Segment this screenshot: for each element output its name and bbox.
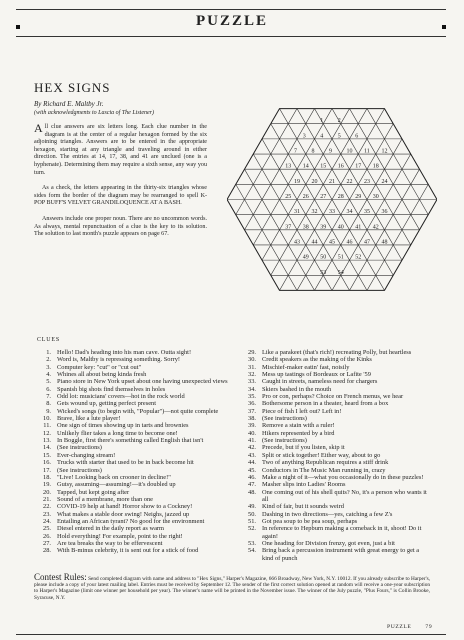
contest-rules-text: Send completed diagram with name and address to "Hex Signs," Harper's Magazine, 666 Broadway, New York, N.Y. 10012. If you already subscribe to Harper's, please include a copy of your latest mailing label. Entries must be received by September 12. The sender of the first correct solution opened at random will receive a one-year subscription to Harper's Magazine (limit one winner per household per year). The winner's name will be printed in the November issue. The winner of the July puzzle, "Plus Fours," is Collin Brooke, Syracuse, N.Y. — [34, 576, 430, 601]
clue-text: Brave, like a lute player! — [57, 415, 121, 423]
grid-number: 11 — [364, 148, 370, 155]
clue-number: 44. — [248, 459, 256, 467]
clue-text: Ever-changing stream! — [57, 451, 116, 459]
clue-item — [242, 547, 430, 562]
clue-text: Masher slips into Ladies' Rooms — [262, 481, 346, 489]
clue-item — [242, 489, 430, 504]
clue-item — [242, 393, 430, 400]
clue-number: 18. — [43, 473, 51, 481]
clue-item — [37, 378, 233, 385]
clue-text: Split or stick together! Either way, about to go — [262, 451, 381, 459]
clue-item — [37, 467, 233, 474]
clue-item — [37, 437, 233, 444]
clue-number: 34. — [248, 385, 256, 393]
clue-number: 21. — [43, 495, 51, 503]
clue-text: Two of anything Republican requires a stiff drink — [262, 459, 389, 467]
grid-number: 25 — [285, 194, 292, 200]
clue-item — [37, 503, 233, 510]
clue-item — [242, 400, 430, 407]
clue-number: 25. — [43, 525, 51, 533]
clue-item — [242, 474, 430, 481]
header-rule-lower — [16, 36, 446, 37]
grid-number: 16 — [337, 163, 344, 170]
clue-number: 7. — [46, 393, 51, 401]
grid-number: 40 — [337, 224, 344, 231]
grid-number: 52 — [355, 254, 362, 261]
grid-number: 33 — [329, 209, 335, 216]
instructions-paragraph-1: All clue answers are six letters long. Each clue number in the diagram is at the center of a regular hexagon formed by the six adjoining triangles. Answers are to be entered in the appropriate hexagon, starting at any triangle and traveling around in either direction. The entries at 14, 17, 38, and 41 are unclued (one is a hyphenate). Determining them may require a sixth sense, any way you turn. — [34, 121, 207, 176]
clue-text: (See instructions) — [262, 437, 307, 445]
clue-number: 10. — [43, 415, 51, 423]
clue-text: Bothersome person in a theater, heard from a box — [262, 400, 389, 408]
clue-item — [242, 371, 430, 378]
clue-text: Hello! Dad's heading into his man cave. Outta sight! — [57, 349, 192, 356]
page-number: 79 — [425, 624, 433, 630]
header-rule — [16, 9, 446, 10]
grid-number: 47 — [364, 239, 370, 246]
grid-number: 19 — [294, 178, 300, 185]
intro-section — [34, 62, 207, 239]
clue-text: Whines all about being kinda fresh — [57, 371, 147, 379]
clues-heading: CLUES — [37, 337, 61, 343]
clue-item — [37, 356, 233, 363]
clue-number: 26. — [43, 532, 51, 540]
clue-number: 19. — [43, 481, 51, 489]
clue-text: Spanish big shots find themselves in holes — [57, 385, 166, 393]
clue-number: 15. — [43, 451, 51, 459]
clue-item — [242, 525, 430, 540]
clue-number: 52. — [248, 525, 256, 533]
instructions-paragraph-2: As a check, the letters appearing in the thirty-six triangles whose sides form the border of the diagram may be rearranged to spell K-POP BUFF'S VELVET GRANDILOQUENCE AT A BASH. — [34, 185, 207, 207]
grid-number: 46 — [346, 239, 353, 246]
clue-text: Kind of fair, but it sounds weird — [262, 503, 344, 511]
clue-text: Make a night of it—what you occasionally do in these puzzles! — [262, 473, 424, 481]
clue-number: 47. — [248, 481, 256, 489]
clue-number: 8. — [46, 400, 51, 408]
clue-text: Diesel entered in the daily report as warm — [57, 525, 165, 533]
clue-text: In Boggle, first there's something called English that isn't — [57, 437, 204, 445]
clue-text: Precede, but if you listen, skip it — [262, 444, 345, 452]
clue-item — [242, 408, 430, 415]
clue-text: Are tea breaks the way to be effervescent — [57, 539, 163, 547]
clue-text: Mess up tastings of Bordeaux or Lafite '59 — [262, 371, 371, 379]
grid-number: 15 — [320, 163, 327, 170]
clue-text: One heading for Division frenzy, got even, just a bit — [262, 539, 395, 547]
clue-item — [242, 444, 430, 451]
footer-section: PUZZLE — [387, 624, 412, 630]
clue-number: 22. — [43, 503, 51, 511]
clue-text: Trucks with starter that used to be in back become hit — [57, 459, 194, 467]
clues-column-right — [242, 349, 430, 562]
clue-number: 13. — [43, 437, 51, 445]
grid-number: 26 — [302, 194, 309, 200]
clue-text: Sound of a membrane, more than one — [57, 495, 154, 503]
grid-number: 22 — [346, 178, 353, 185]
hex-grid-diagram — [227, 88, 437, 311]
clue-number: 3. — [46, 363, 51, 371]
clue-item — [242, 467, 430, 474]
page-title: PUZZLE — [195, 13, 268, 29]
clue-number: 53. — [248, 539, 256, 547]
clue-item — [242, 481, 430, 488]
clue-number: 38. — [248, 415, 256, 423]
grid-number: 13 — [285, 163, 292, 170]
clue-text: Caught in streets, nameless need for chargers — [262, 378, 378, 386]
clue-number: 29. — [248, 349, 256, 356]
clue-text: Computer key: "cut" or "cut out" — [57, 363, 142, 371]
clue-number: 43. — [248, 451, 256, 459]
grid-number: 7 — [294, 148, 297, 155]
grid-number: 9 — [329, 148, 332, 155]
clue-item — [242, 422, 430, 429]
clue-text: What makes a stable door swing! Neighs, jazzed up — [57, 510, 190, 518]
grid-number: 21 — [329, 178, 335, 185]
clue-text: Dashing in two directions—yes, catching a few Z's — [262, 510, 393, 518]
clue-number: 45. — [248, 466, 256, 474]
clue-item — [242, 459, 430, 466]
clue-text: Pro or con, perhaps? Choice on French menus, we hear — [262, 393, 404, 401]
clue-item — [242, 430, 430, 437]
clue-number: 9. — [46, 407, 51, 415]
clue-text: Remove a stain with a ruler! — [262, 422, 335, 430]
grid-number: 38 — [302, 224, 309, 231]
clue-number: 4. — [46, 371, 51, 379]
grid-number: 4 — [320, 133, 324, 140]
clue-item — [242, 511, 430, 518]
clue-item — [242, 386, 430, 393]
grid-number: 36 — [381, 209, 388, 216]
byline: By Richard E. Maltby Jr. — [34, 100, 104, 108]
clue-item — [37, 400, 233, 407]
clue-item — [242, 356, 430, 363]
clue-text: "Live! Looking back on crooner in decline!" — [57, 473, 171, 481]
clue-item — [242, 540, 430, 547]
clue-text: Conductors in The Music Man running in, crazy — [262, 466, 386, 474]
grid-number: 48 — [381, 239, 388, 246]
clue-number: 12. — [43, 429, 51, 437]
grid-number: 3 — [302, 133, 306, 140]
grid-number: 32 — [311, 209, 318, 216]
contest-rules-label: Contest Rules: — [34, 572, 87, 582]
puzzle-title: HEX SIGNS — [34, 80, 111, 95]
clue-number: 1. — [46, 349, 51, 356]
grid-number: 42 — [372, 224, 379, 231]
grid-number: 24 — [381, 178, 388, 185]
clue-item — [242, 364, 430, 371]
clue-text: One coming out of his shell quits? No, it's a person who wants it all — [262, 488, 427, 503]
clues-column-left — [37, 349, 233, 555]
clue-item — [242, 437, 430, 444]
clue-number: 48. — [248, 488, 256, 496]
grid-number: 6 — [355, 133, 359, 140]
clue-item — [242, 518, 430, 525]
clue-text: (See instructions) — [262, 415, 307, 423]
clue-number: 5. — [46, 378, 51, 386]
clue-text: (See instructions) — [57, 466, 102, 474]
clue-item — [37, 386, 233, 393]
grid-lines — [227, 88, 437, 311]
grid-number: 45 — [329, 239, 335, 246]
grid-number: 37 — [285, 224, 292, 231]
clue-text: Gutsy, assuming—assuming!—it's doubled up — [57, 481, 176, 489]
grid-number: 35 — [364, 209, 370, 216]
clue-item — [37, 444, 233, 451]
clue-number: 20. — [43, 488, 51, 496]
clue-number: 40. — [248, 429, 256, 437]
clue-number: 17. — [43, 466, 51, 474]
grid-number: 53 — [320, 269, 327, 276]
clue-number: 24. — [43, 517, 51, 525]
clue-text: Piano store in New York upset about one having unexpected views — [57, 378, 228, 386]
clue-number: 11. — [43, 422, 51, 430]
clue-number: 14. — [43, 444, 51, 452]
clue-item — [37, 511, 233, 518]
clue-item — [37, 408, 233, 415]
acknowledgment: (with acknowledgments to Lascia of The Listener) — [34, 110, 154, 116]
grid-number: 5 — [337, 133, 341, 140]
hex-grid-svg — [227, 88, 437, 311]
grid-number: 29 — [355, 194, 362, 200]
clue-item — [37, 459, 233, 466]
grid-number: 54 — [337, 269, 344, 276]
clue-number: 35. — [248, 393, 256, 401]
clue-item — [37, 393, 233, 400]
clue-number: 49. — [248, 503, 256, 511]
clue-item — [242, 349, 430, 356]
clue-text: Tapped, but kept going after — [57, 488, 130, 496]
clue-text: COVID-19 help at hand! Horror show to a Cockney! — [57, 503, 193, 511]
clue-number: 31. — [248, 363, 256, 371]
grid-number: 20 — [311, 178, 318, 185]
clue-number: 33. — [248, 378, 256, 386]
clue-text: Piece of fish I left out? Left in! — [262, 407, 342, 415]
clue-number: 36. — [248, 400, 256, 408]
footer-rule — [16, 634, 446, 635]
grid-number: 50 — [320, 254, 327, 261]
clue-text: One sign of times showing up in tarts and brownies — [57, 422, 189, 430]
clue-text: Word is, Maltby is repressing something. Sorry! — [57, 356, 181, 364]
grid-number: 31 — [294, 209, 300, 216]
clue-text: Bring back a percussion instrument with great energy to get a kind of punch — [262, 547, 420, 562]
clue-number: 42. — [248, 444, 256, 452]
clue-item — [37, 525, 233, 532]
clue-number: 2. — [46, 356, 51, 364]
clue-item — [37, 349, 233, 356]
clue-item — [37, 422, 233, 429]
clue-text: Credit speakers as the making of the Kinks — [262, 356, 372, 364]
grid-number: 51 — [337, 254, 344, 261]
clue-item — [37, 533, 233, 540]
page-header — [0, 13, 464, 35]
clue-item — [242, 415, 430, 422]
clue-item — [37, 430, 233, 437]
clue-item — [242, 452, 430, 459]
grid-number: 43 — [294, 239, 300, 246]
clue-item — [242, 378, 430, 385]
clue-item — [37, 540, 233, 547]
clue-text: Unlikely flier takes a long time to become one! — [57, 429, 178, 437]
clue-number: 16. — [43, 459, 51, 467]
clue-text: Skiers bashed in the mouth — [262, 385, 332, 393]
clue-number: 30. — [248, 356, 256, 364]
grid-number: 44 — [311, 239, 318, 246]
clue-text: Wicked's songs (to begin with, "Popular")—not quite complete — [57, 407, 219, 415]
grid-number: 49 — [302, 254, 309, 261]
grid-number: 23 — [364, 178, 370, 185]
clue-item — [37, 489, 233, 496]
clue-text: Mischief-maker eatin' fast, noisily — [262, 363, 350, 371]
clue-item — [37, 474, 233, 481]
clue-text: In reference to Hepburn making a comeback in it, shoot! Do it again! — [262, 525, 422, 540]
clue-text: Got pea soup to be pea soup, perhaps — [262, 517, 358, 525]
clue-text: Odd lot: musicians' covers—hot in the rock world — [57, 393, 185, 401]
clue-item — [37, 496, 233, 503]
grid-number: 17 — [355, 163, 362, 170]
grid-number: 18 — [372, 163, 379, 170]
grid-number: 1 — [320, 118, 324, 125]
clue-number: 32. — [248, 371, 256, 379]
grid-number: 39 — [320, 224, 327, 231]
grid-number: 30 — [372, 194, 379, 200]
clue-item — [37, 452, 233, 459]
grid-number: 10 — [346, 148, 353, 155]
clue-number: 51. — [248, 517, 256, 525]
clue-item — [37, 481, 233, 488]
clue-text: Hikers represented by a bird — [262, 429, 335, 437]
clue-number: 23. — [43, 510, 51, 518]
page-footer — [387, 624, 432, 630]
clue-number: 50. — [248, 510, 256, 518]
grid-number: 41 — [355, 224, 362, 231]
clue-number: 39. — [248, 422, 256, 430]
grid-number: 14 — [302, 163, 309, 170]
grid-number: 34 — [346, 209, 353, 216]
clue-item — [37, 364, 233, 371]
clue-text: (See instructions) — [57, 444, 102, 452]
clue-item — [37, 371, 233, 378]
clue-number: 6. — [46, 385, 51, 393]
grid-number: 8 — [311, 148, 315, 155]
clue-text: Gets wound up, getting perfect present — [57, 400, 157, 408]
clue-text: Entailing an African tyrant? No good for the environment — [57, 517, 205, 525]
clue-number: 54. — [248, 547, 256, 555]
clue-text: Like a parakeet (that's rich!) recreating Polly, but heartless — [262, 349, 412, 356]
drop-cap: A — [34, 121, 43, 135]
clue-text: With B-minus celebrity, it is sent out for a stick of food — [57, 547, 199, 555]
clue-number: 37. — [248, 407, 256, 415]
contest-rules — [34, 574, 430, 601]
clue-item — [37, 547, 233, 554]
clue-item — [242, 503, 430, 510]
grid-number: 27 — [320, 194, 327, 200]
clue-item — [37, 415, 233, 422]
clue-number: 27. — [43, 539, 51, 547]
instructions-paragraph-3: Answers include one proper noun. There are no uncommon words. As always, mental repunctuation of a clue is the key to its solution. The solution to last month's puzzle appears on page 67. — [34, 215, 207, 238]
clue-number: 41. — [248, 437, 256, 445]
clue-number: 46. — [248, 473, 256, 481]
clue-item — [37, 518, 233, 525]
clue-number: 28. — [43, 547, 51, 555]
grid-number: 2 — [337, 118, 341, 125]
grid-number: 12 — [381, 148, 388, 155]
clue-text: Hold everything! For example, point to the right! — [57, 532, 183, 540]
grid-number: 28 — [337, 194, 344, 200]
